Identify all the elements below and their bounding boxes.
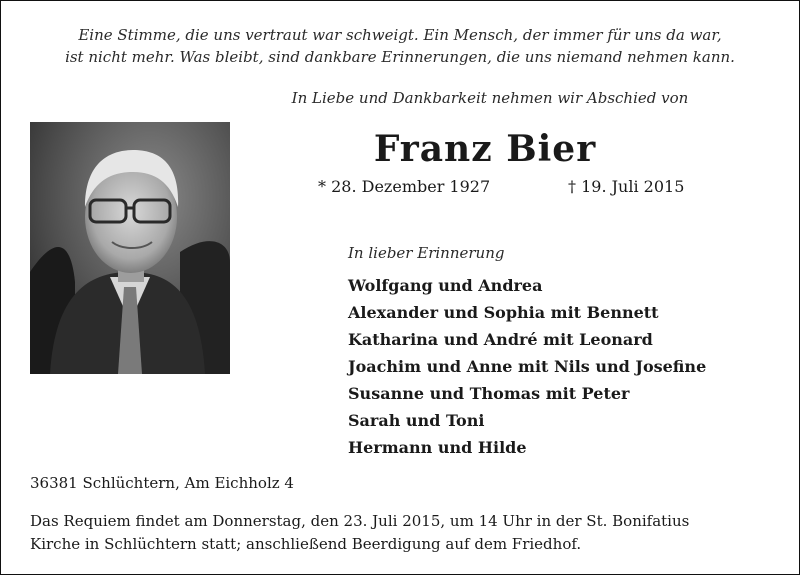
requiem-line-1: Das Requiem findet am Donnerstag, den 23. Juli 2015, um 14 Uhr in der St. Bonifatius bbox=[30, 512, 690, 530]
mourner-entry: Susanne und Thomas mit Peter bbox=[348, 384, 630, 403]
portrait-illustration bbox=[30, 122, 230, 374]
family-address: 36381 Schlüchtern, Am Eichholz 4 bbox=[30, 474, 294, 492]
mourner-entry: Hermann und Hilde bbox=[348, 438, 527, 457]
deceased-name: Franz Bier bbox=[373, 128, 597, 170]
birth-date: * 28. Dezember 1927 bbox=[318, 177, 491, 196]
mourner-entry: Joachim und Anne mit Nils und Josefine bbox=[348, 357, 707, 376]
death-date: † 19. Juli 2015 bbox=[568, 177, 685, 196]
portrait-photo bbox=[30, 122, 230, 374]
mourner-entry: Wolfgang und Andrea bbox=[348, 276, 543, 295]
requiem-notice bbox=[30, 510, 790, 556]
requiem-line-2: Kirche in Schlüchtern statt; anschließend Beerdigung auf dem Friedhof. bbox=[30, 535, 582, 553]
quote-line-1: Eine Stimme, die uns vertraut war schweigt. Ein Mensch, der immer für uns da war, bbox=[78, 26, 722, 44]
mourner-entry: Katharina und André mit Leonard bbox=[348, 330, 653, 349]
memorial-quote bbox=[20, 24, 780, 68]
mourner-entry: Alexander und Sophia mit Bennett bbox=[348, 303, 659, 322]
quote-line-2: ist nicht mehr. Was bleibt, sind dankbare Erinnerungen, die uns niemand nehmen kann. bbox=[65, 48, 735, 66]
memory-label: In lieber Erinnerung bbox=[348, 244, 505, 262]
mourners-list bbox=[348, 272, 706, 461]
farewell-intro: In Liebe und Dankbarkeit nehmen wir Abschied von bbox=[291, 89, 689, 107]
mourner-entry: Sarah und Toni bbox=[348, 411, 485, 430]
